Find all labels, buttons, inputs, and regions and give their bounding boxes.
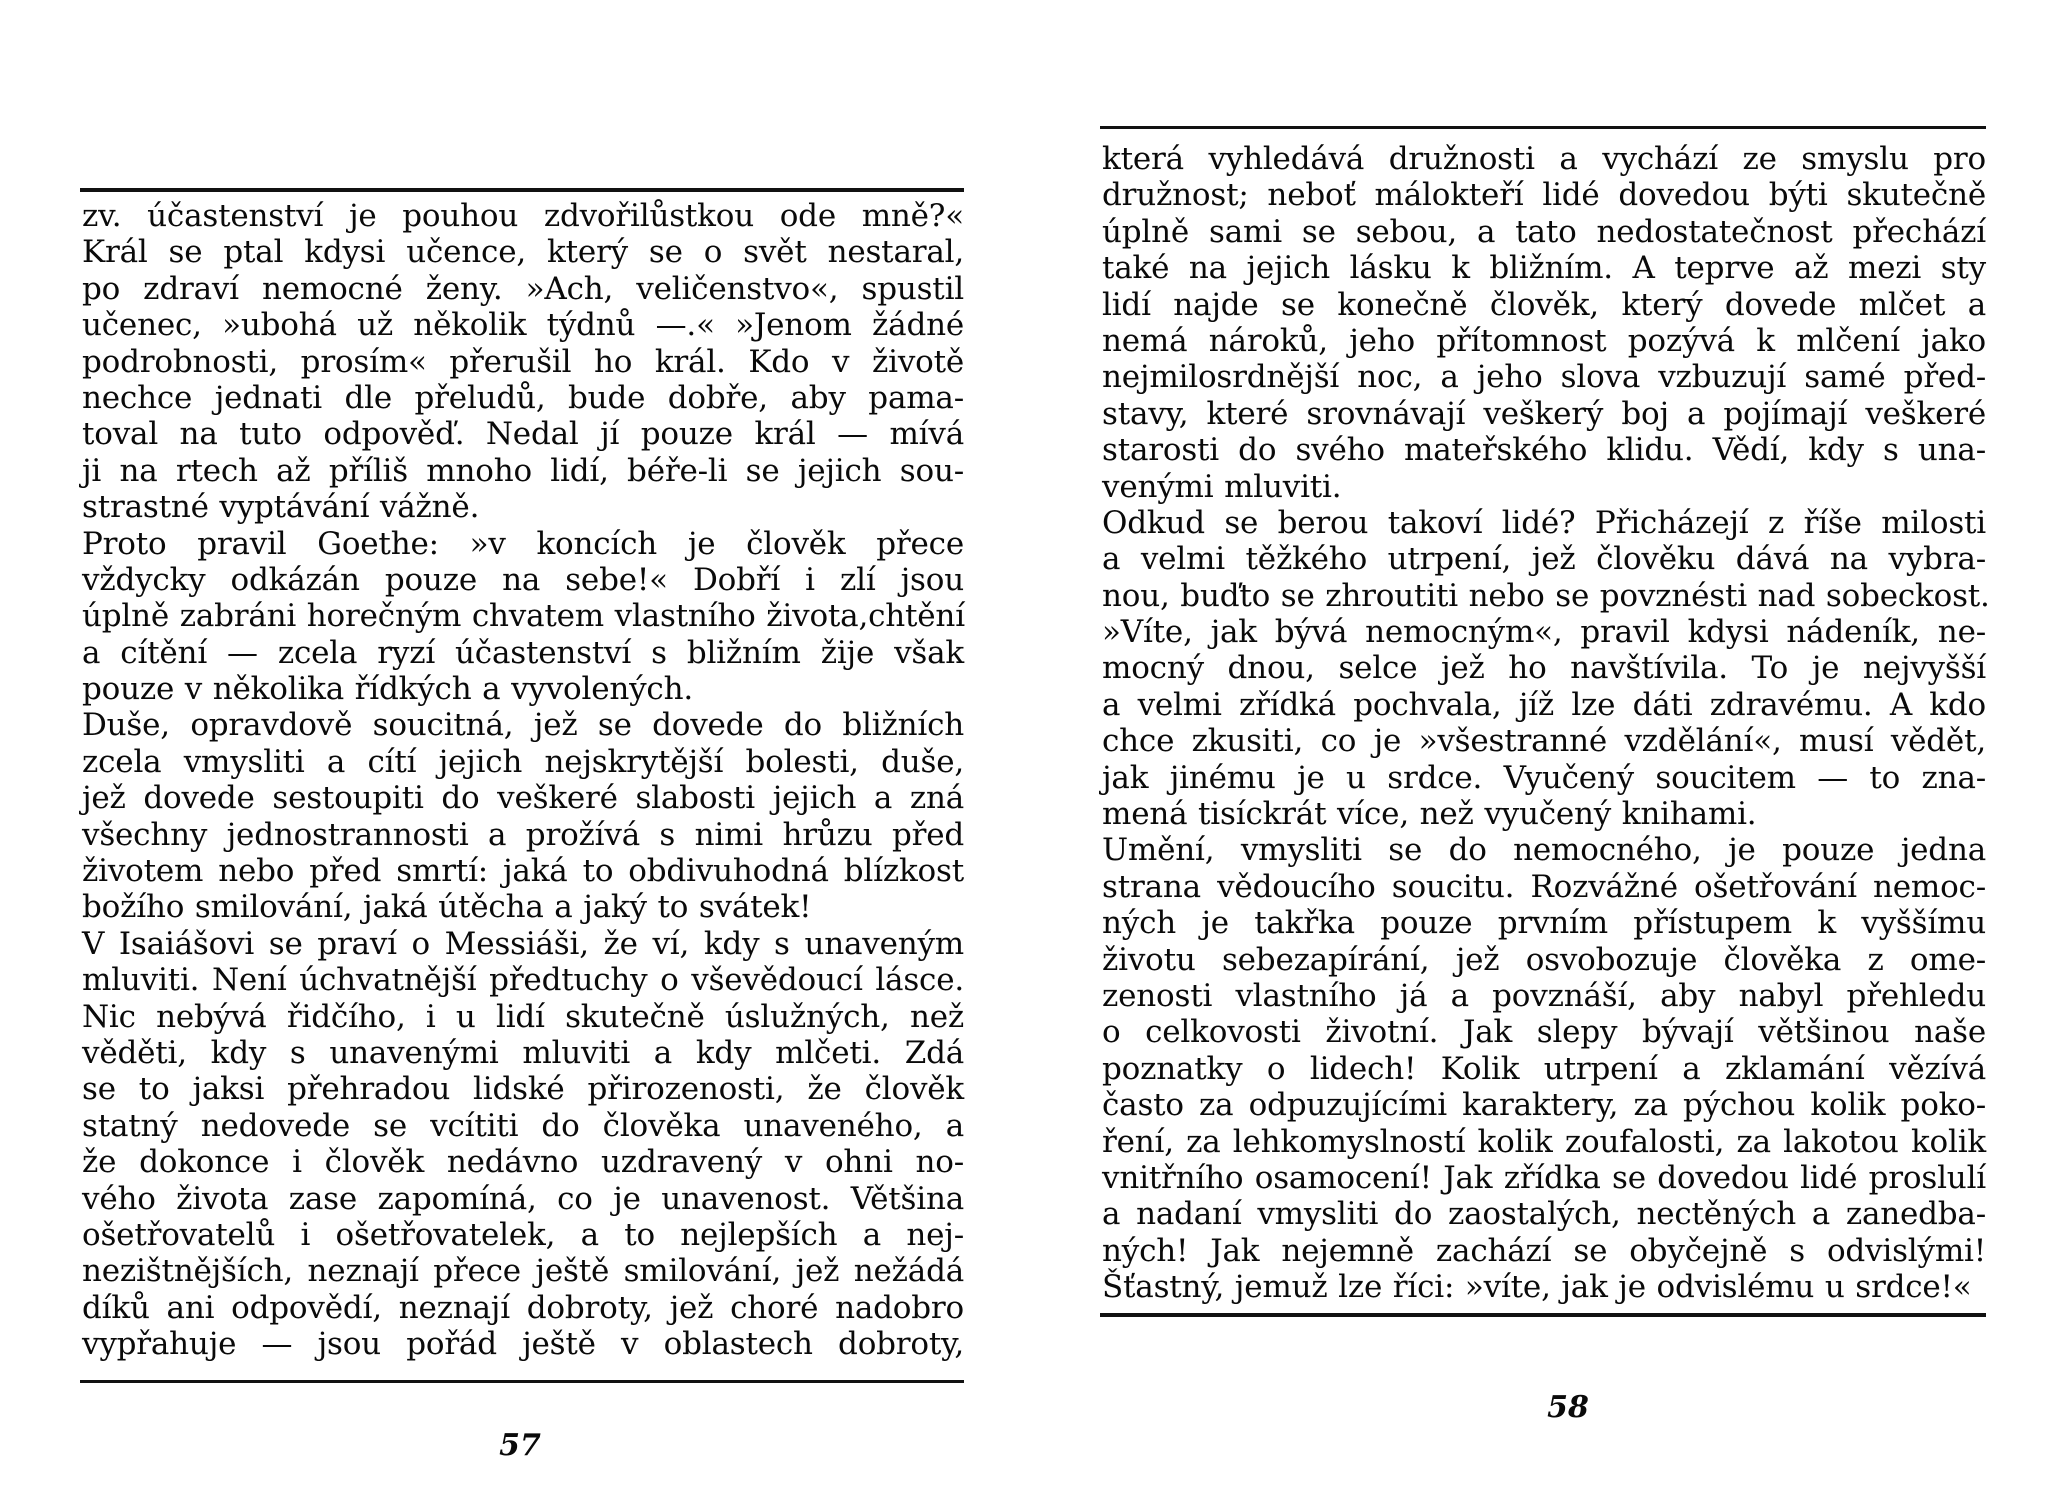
text-line: strana vědoucího soucitu. Rozvážné ošetřování nemoc-: [1102, 868, 1986, 905]
text-line: pouze v několika řídkých a vyvolených.: [82, 671, 693, 708]
text-line: po zdraví nemocné ženy. »Ach, veličenstvo«, spustil: [82, 270, 964, 307]
text-line: také na jejich lásku k bližním. A teprve až mezi sty: [1102, 250, 1986, 287]
text-line: statný nedovede se vcítiti do člověka unaveného, a: [82, 1107, 964, 1144]
text-line: toval na tuto odpověď. Nedal jí pouze král — mívá: [82, 416, 964, 453]
text-line: jež dovede sestoupiti do veškeré slabosti jejich a zná: [82, 780, 964, 817]
text-line: a velmi zřídká pochvala, jíž lze dáti zdravému. A kdo: [1102, 686, 1986, 723]
text-line: nezištnějších, neznají přece ještě smilování, jež nežádá: [82, 1253, 964, 1290]
text-line: V Isaiášovi se praví o Messiáši, že ví, kdy s unaveným: [82, 925, 964, 962]
text-line: a cítění — zcela ryzí účastenství s bližním žije však: [82, 634, 964, 671]
text-line: ji na rtech až příliš mnoho lidí, béře-li se jejich sou-: [82, 452, 964, 489]
page-number: 58: [1547, 1390, 1589, 1425]
text-line: Duše, opravdově soucitná, jež se dovede do bližních: [82, 707, 964, 744]
text-line: starosti do svého mateřského klidu. Vědí, kdy s una-: [1102, 432, 1986, 469]
text-line: vždycky odkázán pouze na sebe!« Dobří i zlí jsou: [82, 561, 964, 598]
text-line: mocný dnou, selce jež ho navštívila. To je nejvyšší: [1102, 650, 1986, 687]
text-line: úplně zabráni horečným chvatem vlastního života,chtění: [82, 598, 965, 635]
text-line: která vyhledává družnosti a vychází ze smyslu pro: [1102, 141, 1986, 177]
text-line: úplně sami se sebou, a tato nedostatečnost přechází: [1102, 213, 1986, 250]
text-line: ošetřovatelů i ošetřovatelek, a to nejlepších a nej-: [82, 1216, 964, 1253]
text-line: »Víte, jak bývá nemocným«, pravil kdysi nádeník, ne-: [1102, 614, 1986, 651]
text-line: mluviti. Není úchvatnější předtuchy o vševědoucí lásce.: [82, 962, 964, 999]
text-line: lidí najde se konečně člověk, který dovede mlčet a: [1102, 286, 1986, 323]
bottom-rule: [80, 1380, 964, 1383]
text-line: věděti, kdy s unavenými mluviti a kdy mlčeti. Zdá: [82, 1034, 964, 1071]
text-line: mená tisíckrát více, než vyučený knihami.: [1102, 796, 1757, 833]
text-line: že dokonce i člověk nedávno uzdravený v ohni no-: [82, 1144, 964, 1181]
text-line: Nic nebývá řidčího, i u lidí skutečně úslužných, než: [82, 998, 964, 1035]
text-line: ných! Jak nejemně zachází se obyčejně s odvislými!: [1102, 1232, 1986, 1269]
text-line: často za odpuzujícími karaktery, za pýchou kolik poko-: [1102, 1087, 1986, 1124]
text-line: všechny jednostrannosti a prožívá s nimi hrůzu před: [82, 816, 964, 853]
text-line: strastné vyptávání vážně.: [82, 489, 480, 526]
bottom-rule: [1100, 1313, 1986, 1317]
text-line: družnost; neboť málokteří lidé dovedou býti skutečně: [1102, 177, 1986, 214]
text-line: Král se ptal kdysi učence, který se o svět nestaral,: [82, 234, 964, 271]
text-line: nemá nároků, jeho přítomnost pozývá k mlčení jako: [1102, 322, 1986, 359]
text-line: se to jaksi přehradou lidské přirozenosti, že člověk: [82, 1071, 964, 1108]
text-line: Šťastný, jemuž lze říci: »víte, jak je odvislému u srdce!«: [1102, 1269, 1972, 1306]
text-line: poznatky o lidech! Kolik utrpení a zklamání vězívá: [1102, 1050, 1986, 1087]
text-line: vnitřního osamocení! Jak zřídka se dovedou lidé proslulí: [1102, 1159, 1986, 1196]
text-line: a nadaní vmysliti do zaostalých, nectěných a zanedba-: [1102, 1196, 1986, 1233]
top-rule: [1100, 126, 1986, 129]
text-line: zenosti vlastního já a povznáší, aby nabyl přehledu: [1102, 977, 1986, 1014]
text-line: stavy, které srovnávají veškerý boj a pojímají veškeré: [1102, 395, 1986, 432]
right-page-text: [1102, 141, 1990, 1306]
text-line: vého života zase zapomíná, co je unavenost. Většina: [82, 1180, 964, 1217]
text-line: vypřahuje — jsou pořád ještě v oblastech dobroty,: [82, 1326, 964, 1363]
text-line: podrobnosti, prosím« přerušil ho král. Kdo v životě: [82, 343, 964, 380]
text-line: životem nebo před smrtí: jaká to obdivuhodná blízkost: [82, 853, 964, 890]
text-line: ření, za lehkomyslností kolik zoufalosti, za lakotou kolik: [1102, 1123, 1986, 1160]
top-rule: [80, 188, 964, 192]
text-line: nou, buďto se zhroutiti nebo se povznésti nad sobeckost.: [1102, 577, 1990, 614]
text-line: nejmilosrdnější noc, a jeho slova vzbuzují samé před-: [1102, 359, 1986, 396]
text-line: chce zkusiti, co je »všestranné vzdělání«, musí vědět,: [1102, 723, 1986, 760]
text-line: ných je takřka pouze prvním přístupem k vyššímu: [1102, 905, 1986, 942]
text-line: Odkud se berou takoví lidé? Přicházejí z říše milosti: [1102, 504, 1986, 541]
text-line: jak jinému je u srdce. Vyučený soucitem — to zna-: [1102, 759, 1986, 796]
text-line: o celkovosti životní. Jak slepy bývají většinou naše: [1102, 1014, 1986, 1051]
text-line: a velmi těžkého utrpení, jež člověku dává na vybra-: [1102, 541, 1986, 578]
text-line: zcela vmysliti a cítí jejich nejskrytější bolesti, duše,: [82, 743, 964, 780]
text-line: božího smilování, jaká útěcha a jaký to svátek!: [82, 889, 812, 926]
text-line: Proto pravil Goethe: »v koncích je člověk přece: [82, 525, 964, 562]
text-line: učenec, »ubohá už několik týdnů —.« »Jenom žádné: [82, 307, 964, 344]
page-number: 57: [499, 1428, 541, 1463]
left-page-text: [82, 198, 964, 1363]
text-line: nechce jednati dle přeludů, bude dobře, aby pama-: [82, 379, 964, 416]
text-line: díků ani odpovědí, neznají dobroty, jež choré nadobro: [82, 1289, 964, 1326]
text-line: Umění, vmysliti se do nemocného, je pouze jedna: [1102, 832, 1986, 869]
text-line: venými mluviti.: [1102, 468, 1342, 505]
text-line: životu sebezapírání, jež osvobozuje člověka z ome-: [1102, 941, 1986, 978]
text-line: zv. účastenství je pouhou zdvořilůstkou ode mně?«: [82, 198, 964, 234]
